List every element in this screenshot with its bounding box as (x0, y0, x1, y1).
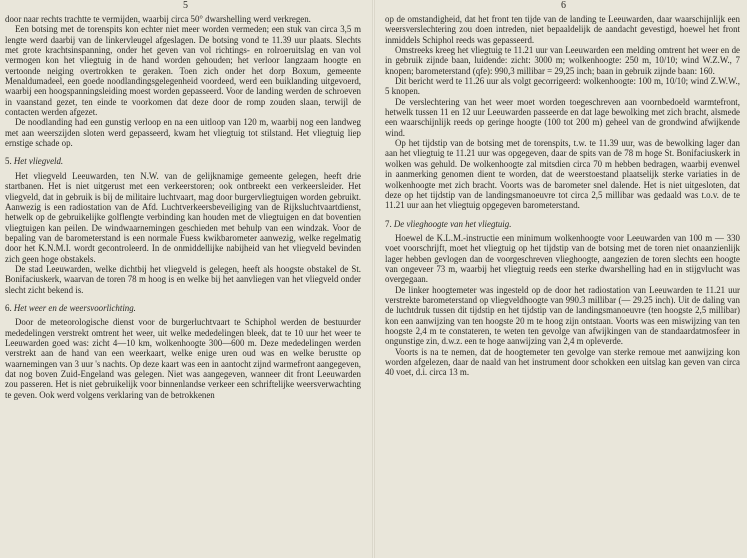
paragraph: De linker hoogtemeter was ingesteld op de door het radiostation van Leeuwarden te 11.21 uur verstrekte barometerstand op vliegveldhoogte van 990.3 millibar (— 29.25 inch). Uit de daling van de luchtdruk tussen dit tijdstip en het tijdstip van de landingsmanoeuvre (ten hoogste 2,5 millibar) kon een aanwijzing van ten hoogste 20 m te hoog zijn ontstaan. Voorts was een miswijzing van ten hoogste 2,4 m te constateren, te weten ten gevolge van afwijkingen van de standaardatmosfeer in ongunstige zin, d.w.z. een te hoge aanwijzing van 2,4 m opleverde. (385, 284, 740, 347)
paragraph: door naar rechts trachtte te vermijden, waarbij circa 50° dwarshelling werd verkregen. (5, 14, 311, 24)
left-page (0, 0, 373, 558)
page-number: 6 (561, 0, 566, 11)
paragraph: Een botsing met de torenspits kon echter niet meer worden vermeden; een stuk van circa 3,5 m lengte werd daarbij van de linkervleugel afgeslagen. De botsing vond te 11.39 uur plaats. Slechts met grote krachtsinspanning, onder het geven van vol richtings- en rolroeruitslag en van vol vermogen kon het vliegtuig in de hand worden gehouden; het verloor langzaam hoogte en vertoonde neiging overtrokken te geraken. Toen zich onder het dorp Boxum, gemeente Menaldumadeel, een goede noodlandingsgelegenheid voordeed, werd een buiklanding uitgevoerd, waarbij een hoogspanningsleiding moest worden gepasseerd. Voor de landing werden de schroeven in vaanstand gezet, ten einde te voorkomen dat deze door de romp zouden slaan, terwijl de contacten werden afgezet. (5, 24, 361, 118)
section-title: De vlieghoogte van het vliegtuig. (393, 218, 512, 229)
paragraph: De stad Leeuwarden, welke dichtbij het vliegveld is gelegen, heeft als hoogste obstakel de St. Bonifaciuskerk, waarvan de toren 78 m hoog is en welke bij het aanvliegen van het vliegveld onder slecht zicht bekend is. (5, 263, 361, 295)
section-number: 5. (5, 156, 12, 167)
paragraph: Dit bericht werd te 11.26 uur als volgt gecorrigeerd: wolkenhoogte: 100 m, 10/10; wind Z.W.W., 5 knopen. (385, 76, 740, 97)
paragraph: Voorts is na te nemen, dat de hoogtemeter ten gevolge van sterke remoue met aanwijzing kon worden afgelezen, daar de naald van het instrument door schokken een uitslag kan geven van circa 40 voet, d.i. circa 13 m. (385, 346, 740, 378)
paragraph: Door de meteorologische dienst voor de burgerluchtvaart te Schiphol werden de bestuurder mededelingen verstrekt omtrent het weer, uit welke mededelingen bleek, dat te 10 uur het weer te Leeuwarden goed was: zicht 4—10 km, wolkenhoogte 300—600 m. Deze mededelingen werden verstrekt aan de hand van een weerkaart, welke enige uren oud was en welke berustte op waarnemingen van 3 uur 's nachts. Op deze kaart was een in aantocht zijnd warmefront aangegeven, dat nog boven Zuid-Engeland was gelegen. Niet was aangegeven, wanneer dit front Leeuwarden zou passeren. Het is niet gebruikelijk voor binnenlandse verkeer een schriftelijke weersverwachting te geven. Ook werd volgens verklaring van de betrokkenen (5, 317, 361, 400)
section-heading (5, 156, 361, 166)
paragraph: Het vliegveld Leeuwarden, ten N.W. van de gelijknamige gemeente gelegen, heeft drie startbanen. Het is niet uitgerust met een verkeerstoren; ook ontbreekt een verkeersleider. Het vliegveld, dat in gebruik is bij de militaire luchtvaart, mag door burgervliegtuigen worden gebruikt. Aanwezig is een radiostation van de Afd. Luchtverkeersbeveiliging van de Rijksluchtvaartdienst, hetwelk op de gebruikelijke golflengte verbinding kan houden met de vliegtuigen en dat boventien vliegtuigen kan peilen. De windwaarnemingen geschieden met behulp van een windzak. Voor de bepaling van de barometerstand is een normale Fuess kwikbarometer aanwezig, welke regelmatig door het K.N.M.I. wordt gecontroleerd. In de onmiddellijke nabijheid van het vliegveld bevinden zich geen hoge obstakels. (5, 170, 361, 264)
section-title: Het vliegveld. (13, 156, 64, 167)
paragraph: Hoewel de K.L.M.-instructie een minimum wolkenhoogte voor Leeuwarden van 100 m — 330 voet voorschrijft, moet het vliegtuig op het tijdstip van de botsing met de toren niet onaanzienlijk lager hebben gevlogen dan de voorgeschreven vlieghoogte, aangezien de toren slechts een hoogte van ongeveer 73 m, waarbij het vliegtuig reeds een sterke dwarshelling had en in stijgvlucht was overgegaan. (385, 232, 740, 285)
paragraph: Op het tijdstip van de botsing met de torenspits, t.w. te 11.39 uur, was de bewolking lager dan aan het vliegtuig te 11.21 uur was opgegeven, daar de spits van de 78 m hoge St. Bonifaciuskerk in wolken was gehuld. De wolkenhoogte zal mitsdien circa 70 m hebben bedragen, waarbij evenwel in aanmerking genomen dient te worden, dat de weerstoestand plaatselijk sterke variaties in de wolkenhoogte met zich bracht. Voorts was de barometer snel dalende. Het is niet uitgesloten, dat deze op het tijdstip van de landingsmanoeuvre tot circa 2,5 millibar was gedaald was t.o.v. de te 11.21 uur aan het vliegtuig opgegeven barometerstand. (385, 138, 740, 211)
paragraph: op de omstandigheid, dat het front ten tijde van de landing te Leeuwarden, daar waarschijnlijk een weersverslechtering zou doen intreden, niet bepaaldelijk de aandacht gevestigd, hoewel het front inmiddels Schiphol reeds was gepasseerd. (385, 14, 740, 45)
section-heading (385, 219, 740, 229)
page-number: 5 (183, 0, 188, 11)
right-page (373, 0, 746, 558)
section-number: 6. (5, 302, 12, 313)
paragraph: De verslechtering van het weer moet worden toegeschreven aan voornbedoeld warmtefront, hetwelk tussen 11 en 12 uur Leeuwarden passeerde en dat lage bewolking met zich bracht, alsmede een waarschijnlijk reeds op geringe hoogte (100 tot 200 m) geheel van de grondwind afwijkende wind. (385, 96, 740, 138)
paragraph: De noodlanding had een gunstig verloop en na een uitloop van 120 m, waarbij nog een landweg met aan weerszijden sloten werd gepasseerd, kwam het vliegtuig tot stilstand. Het vliegtuig liep ernstige schade op. (5, 117, 361, 149)
paragraph: Omstreeks kreeg het vliegtuig te 11.21 uur van Leeuwarden een melding omtrent het weer en de in gebruik zijnde baan, luidende: zicht: 3000 m; wolkenhoogte: 250 m, 10/10; wind W.Z.W., 7 knopen; barometerstand (qfe): 990,3 millibar = 29,25 inch; baan in gebruik zijnde baan: 160. (385, 45, 740, 76)
section-title: Het weer en de weersvoorlichting. (13, 302, 136, 313)
section-heading (5, 303, 361, 313)
section-number: 7. (385, 218, 392, 229)
